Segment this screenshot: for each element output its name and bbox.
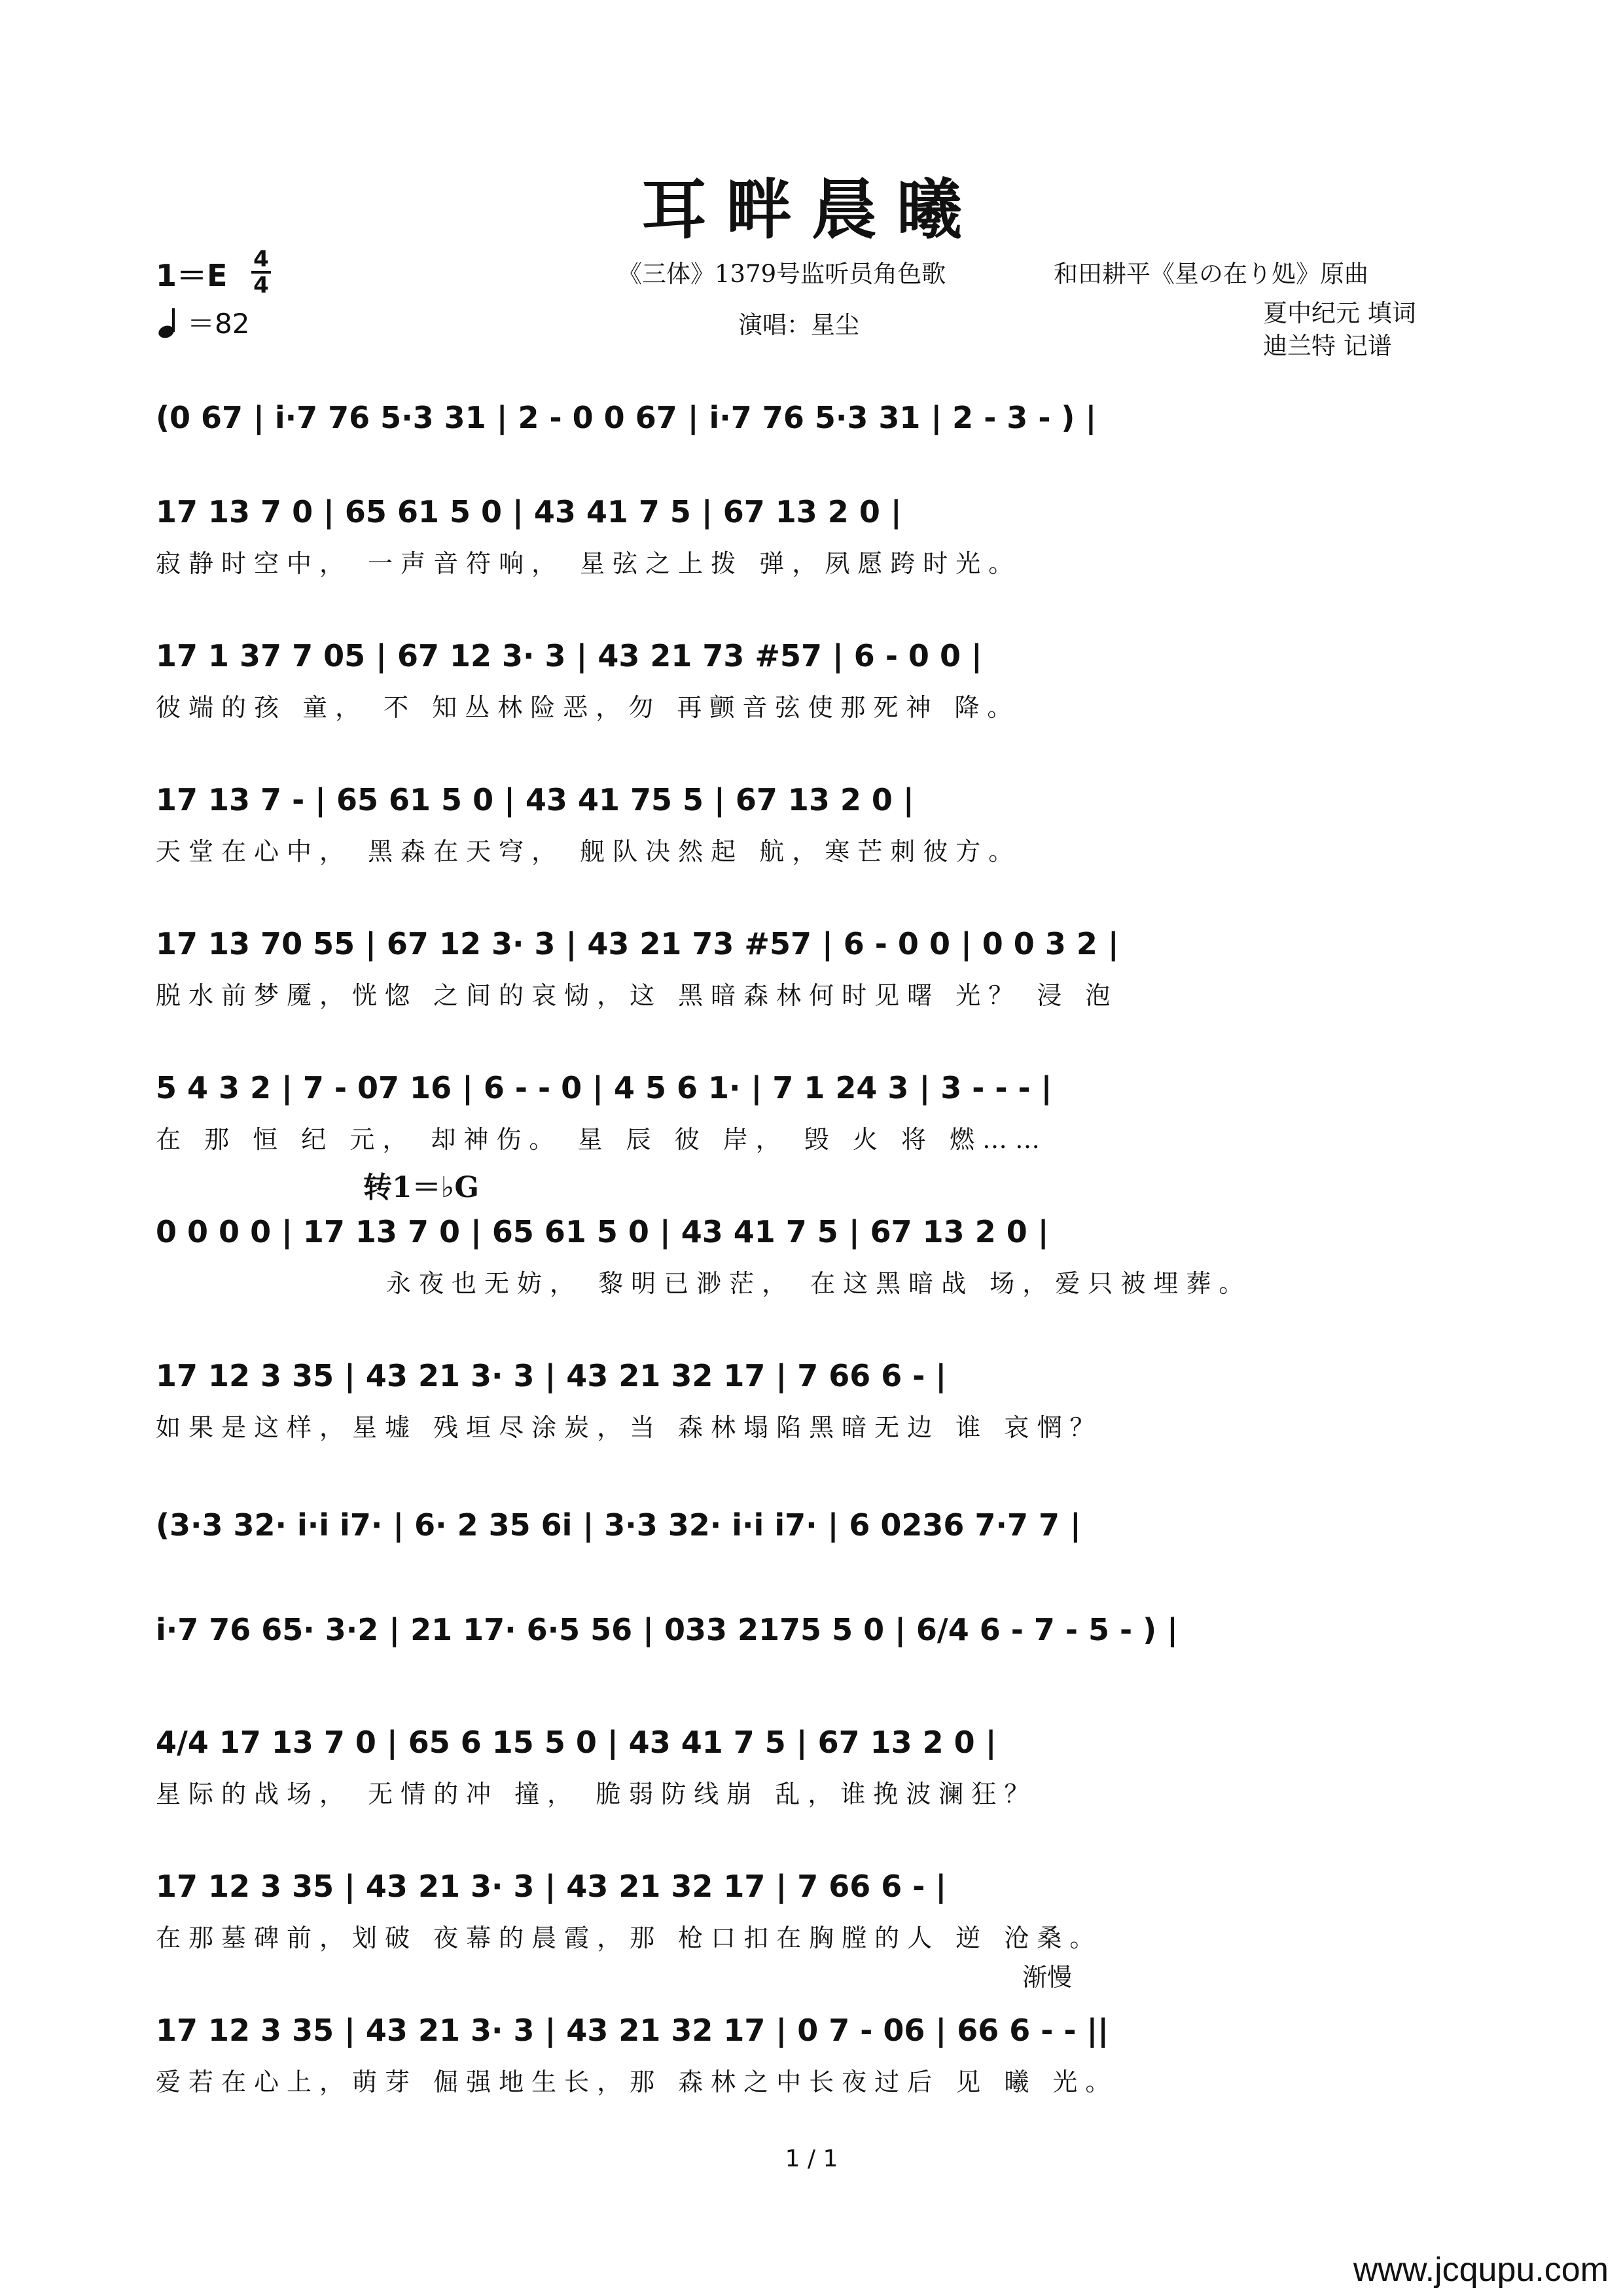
notation-row: 17 12 3 35 | 43 21 3· 3 | 43 21 32 17 | 0 7 - 06 | 66 6 - - || (156, 2013, 1109, 2048)
lyric-row: 天堂在心中， 黑森在天穹， 舰队决然起 航，寒芒刺彼方。 (156, 837, 1022, 866)
time-signature (251, 247, 271, 297)
notation-row: 17 1 37 7 05 | 67 12 3· 3 | 43 21 73 #57 | 6 - 0 0 | (156, 638, 982, 673)
lyricist-credit: 夏中纪元 填词 (1263, 299, 1416, 327)
key-signature: 1＝E (156, 258, 228, 293)
lyric-row: 脱水前梦魇，恍惚 之间的哀恸，这 黑暗森林何时见曙 光？ 浸 泡 (156, 981, 1118, 1010)
notation-row-interlude: (3·3 32· i·i i7· | 6· 2 35 6i | 3·3 32· i·i i7· | 6 0236 7·7 7 | (156, 1507, 1081, 1543)
time-signature-bottom: 4 (253, 272, 269, 298)
transcriber-credit: 迪兰特 记谱 (1263, 332, 1392, 360)
page-number: 1 / 1 (785, 2145, 838, 2172)
song-title: 耳畔晨曦 (641, 171, 982, 248)
watermark: www.jcqupu.com (1353, 2251, 1609, 2289)
lyric-row: 寂静时空中， 一声音符响， 星弦之上拨 弹，夙愿跨时光。 (156, 549, 1022, 578)
notation-row-interlude: i·7 76 65· 3·2 | 21 17· 6·5 56 | 033 2175 5 0 | 6/4 6 - 7 - 5 - ) | (156, 1612, 1178, 1647)
lyric-row: 星际的战场， 无情的冲 撞， 脆弱防线崩 乱，谁挽波澜狂？ (156, 1780, 1037, 1808)
singer-credit: 演唱：星尘 (738, 311, 859, 339)
notation-row: 17 12 3 35 | 43 21 3· 3 | 43 21 32 17 | 7 66 6 - | (156, 1869, 947, 1904)
ritardando-marking: 渐慢 (1022, 1963, 1073, 1992)
original-credit: 和田耕平《星の在り処》原曲 (1054, 260, 1368, 288)
lyric-row: 彼端的孩 童， 不 知丛林险恶，勿 再颤音弦使那死神 降。 (156, 693, 1020, 722)
notation-row-intro: (0 67 | i·7 76 5·3 31 | 2 - 0 0 67 | i·7 76 5·3 31 | 2 - 3 - ) | (156, 400, 1097, 435)
key-change-marking: 转1＝♭G (363, 1171, 479, 1204)
time-signature-top: 4 (253, 246, 269, 272)
tempo-marking (156, 302, 249, 342)
source-credit: 《三体》1379号监听员角色歌 (618, 260, 946, 288)
lyric-row: 在 那 恒 纪 元， 却神伤。 星 辰 彼 岸， 毁 火 将 燃…… (156, 1125, 1048, 1154)
notation-row: 17 13 7 0 | 65 61 5 0 | 43 41 7 5 | 67 13 2 0 | (156, 494, 902, 529)
lyric-row: 爱若在心上，萌芽 倔强地生长，那 森林之中长夜过后 见 曦 光。 (156, 2068, 1118, 2096)
lyric-row: 在那墓碑前，划破 夜幕的晨霞，那 枪口扣在胸膛的人 逆 沧桑。 (156, 1924, 1103, 1952)
lyric-row: 永夜也无妨， 黎明已渺茫， 在这黑暗战 场，爱只被埋葬。 (386, 1269, 1252, 1298)
notation-row: 5 4 3 2 | 7 - 07 16 | 6 - - 0 | 4 5 6 1· | 7 1 24 3 | 3 - - - | (156, 1070, 1052, 1105)
quarter-note-icon (156, 306, 185, 338)
tempo-value: ＝82 (187, 308, 250, 340)
notation-row: 17 13 7 - | 65 61 5 0 | 43 41 75 5 | 67 13 2 0 | (156, 782, 914, 817)
notation-row: 0 0 0 0 | 17 13 7 0 | 65 61 5 0 | 43 41 7 5 | 67 13 2 0 | (156, 1214, 1049, 1249)
lyric-row: 如果是这样，星墟 残垣尽涂炭，当 森林塌陷黑暗无边 谁 哀惘？ (156, 1413, 1103, 1442)
notation-row: 17 12 3 35 | 43 21 3· 3 | 43 21 32 17 | 7 66 6 - | (156, 1358, 947, 1393)
notation-row: 4/4 17 13 7 0 | 65 6 15 5 0 | 43 41 7 5 | 67 13 2 0 | (156, 1725, 997, 1760)
notation-row: 17 13 70 55 | 67 12 3· 3 | 43 21 73 #57 | 6 - 0 0 | 0 0 3 2 | (156, 926, 1119, 961)
